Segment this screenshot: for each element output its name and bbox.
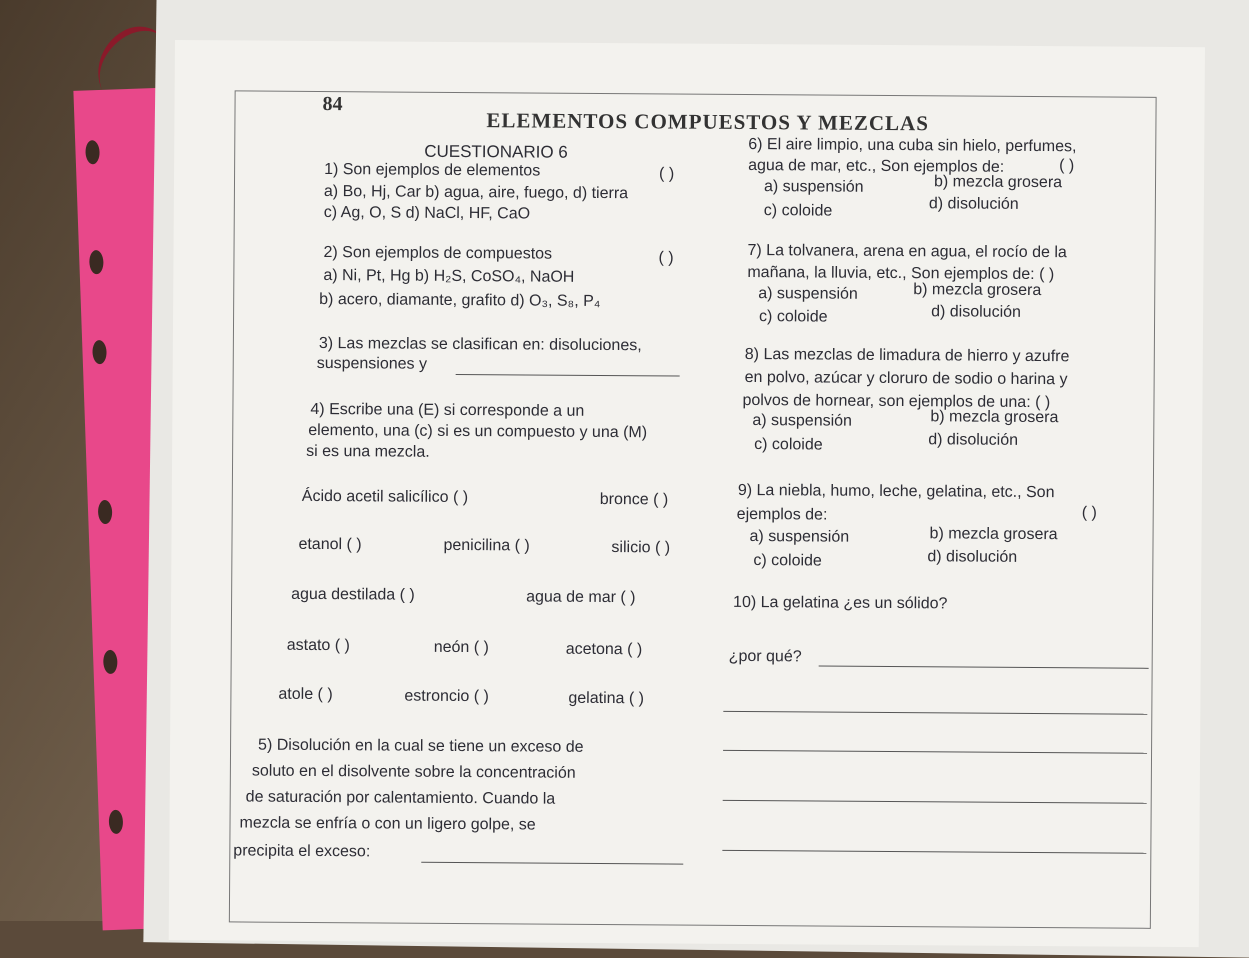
q5-line2: soluto en el disolvente sobre la concentración xyxy=(251,762,576,782)
hole xyxy=(92,340,107,364)
q3-line1: 3) Las mezclas se clasifican en: disoluciones, xyxy=(318,335,642,355)
item-bronce[interactable]: bronce ( ) xyxy=(599,490,669,509)
q4-line3: si es una mezcla. xyxy=(306,442,430,461)
q8-line1: 8) Las mezclas de limadura de hierro y azufre xyxy=(744,345,1070,366)
q1-text: 1) Son ejemplos de elementos xyxy=(324,161,541,180)
q5-line3: de saturación por calentamiento. Cuando la xyxy=(245,788,556,808)
q10-text: 10) La gelatina ¿es un sólido? xyxy=(733,593,948,613)
q6-option-d: d) disolución xyxy=(928,195,1019,213)
q8-line2: en polvo, azúcar y cloruro de sodio o harina y xyxy=(744,368,1068,389)
q7-option-d: d) disolución xyxy=(931,303,1022,321)
worksheet-page xyxy=(169,40,1205,947)
q7-option-c: c) coloide xyxy=(759,308,828,326)
item-neon[interactable]: neón ( ) xyxy=(433,638,489,657)
q9-line2: ejemplos de: xyxy=(736,505,828,524)
q8-option-b: b) mezcla grosera xyxy=(930,408,1059,427)
q3-line2: suspensiones y xyxy=(316,354,428,373)
q9-line1: 9) La niebla, humo, leche, gelatina, etc., Son xyxy=(737,481,1055,502)
q6-line1: 6) El aire limpio, una cuba sin hielo, perfumes, xyxy=(748,136,1077,156)
q7-line2[interactable]: mañana, la lluvia, etc., Son ejemplos de: ( ) xyxy=(747,264,1055,284)
q1-options-ab: a) Bo, Hj, Car b) agua, aire, fuego, d) tierra xyxy=(323,183,629,203)
hole xyxy=(89,250,104,274)
q9-option-a: a) suspensión xyxy=(749,528,850,546)
q5-line4: mezcla se enfría o con un ligero golpe, se xyxy=(239,814,536,834)
q9-option-b: b) mezcla grosera xyxy=(929,525,1058,544)
q9-answer[interactable]: ( ) xyxy=(1081,504,1097,522)
q1-answer[interactable]: ( ) xyxy=(659,165,675,183)
q9-option-d: d) disolución xyxy=(927,548,1018,566)
item-agua-destilada[interactable]: agua destilada ( ) xyxy=(291,585,415,604)
item-acido-acetil[interactable]: Ácido acetil salicílico ( ) xyxy=(301,487,469,507)
subtitle: CUESTIONARIO 6 xyxy=(424,141,568,162)
item-silicio[interactable]: silicio ( ) xyxy=(611,539,671,557)
q10-why: ¿por qué? xyxy=(728,647,802,666)
q9-option-c: c) coloide xyxy=(753,552,822,570)
hole xyxy=(98,500,113,524)
q8-option-c: c) coloide xyxy=(754,436,823,454)
q5-line1: 5) Disolución en la cual se tiene un exceso de xyxy=(258,736,584,756)
item-gelatina[interactable]: gelatina ( ) xyxy=(568,689,645,708)
q2-options-cd: b) acero, diamante, grafito d) O₃, S₈, P₄ xyxy=(319,291,601,310)
q4-line2: elemento, una (c) si es un compuesto y una (M) xyxy=(308,421,648,442)
q6-line2: agua de mar, etc., Son ejemplos de: xyxy=(748,157,1005,176)
hole xyxy=(109,810,124,834)
item-etanol[interactable]: etanol ( ) xyxy=(298,535,362,554)
q7-option-b: b) mezcla grosera xyxy=(913,281,1042,300)
q8-option-d: d) disolución xyxy=(928,431,1019,449)
q7-option-a: a) suspensión xyxy=(758,285,858,303)
item-acetona[interactable]: acetona ( ) xyxy=(565,640,643,659)
item-estroncio[interactable]: estroncio ( ) xyxy=(404,687,489,706)
hole xyxy=(85,140,100,164)
item-penicilina[interactable]: penicilina ( ) xyxy=(443,536,530,555)
q2-text: 2) Son ejemplos de compuestos xyxy=(323,244,553,263)
q8-line3[interactable]: polvos de hornear, son ejemplos de una: ( ) xyxy=(742,391,1051,412)
q1-options-cd: c) Ag, O, S d) NaCl, HF, CaO xyxy=(323,204,531,223)
q7-line1: 7) La tolvanera, arena en agua, el rocío de la xyxy=(747,242,1067,262)
q6-option-a: a) suspensión xyxy=(763,178,864,196)
q6-option-b: b) mezcla grosera xyxy=(933,173,1063,192)
q2-options-ab: a) Ni, Pt, Hg b) H₂S, CoSO₄, NaOH xyxy=(323,267,575,286)
hole xyxy=(103,650,118,674)
page-number: 84 xyxy=(322,93,343,116)
q6-answer[interactable]: ( ) xyxy=(1059,157,1075,175)
item-atole[interactable]: atole ( ) xyxy=(278,685,333,704)
page-title: ELEMENTOS COMPUESTOS Y MEZCLAS xyxy=(486,108,930,136)
q8-option-a: a) suspensión xyxy=(752,412,853,430)
q5-line5: precipita el exceso: xyxy=(233,842,371,861)
item-agua-de-mar[interactable]: agua de mar ( ) xyxy=(526,588,636,607)
q6-option-c: c) coloide xyxy=(763,202,833,220)
q2-answer[interactable]: ( ) xyxy=(658,249,674,267)
q4-line1: 4) Escribe una (E) si corresponde a un xyxy=(310,400,585,420)
item-astato[interactable]: astato ( ) xyxy=(286,636,350,655)
